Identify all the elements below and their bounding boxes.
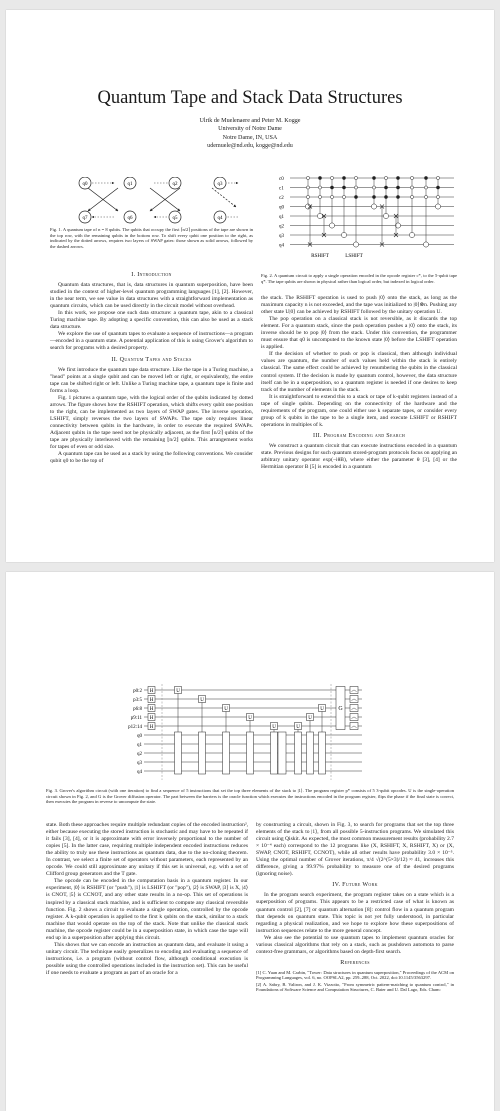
paper-page-2 xyxy=(6,572,494,1111)
hadamard-label: H xyxy=(149,707,154,712)
control-dot xyxy=(330,186,333,189)
control-dot xyxy=(372,176,375,179)
u-gate xyxy=(307,732,314,774)
control-dot xyxy=(410,195,413,198)
control-dot xyxy=(396,186,399,189)
control-dot xyxy=(436,176,439,179)
u-gate-label: U xyxy=(308,716,312,721)
body-paragraph: The pop operation on a classical stack is not reversible, as it discards the top element. For a quantum stack, since the push operation pushes a |0⟩ onto the stack, its inverse should be to pop |0⟩ from the stack. Under this convention, the programmer must ensure that q0 is uncomputed to the known state |0⟩ before the LSHIFT operation is applied. xyxy=(261,316,457,351)
control-dot xyxy=(384,195,387,198)
u-gate xyxy=(295,732,302,774)
wire-label: c1 xyxy=(279,186,284,192)
control-dot xyxy=(342,186,345,189)
grover-label: G xyxy=(338,706,343,712)
page2-right-column xyxy=(256,822,454,994)
wire-label: q4 xyxy=(137,770,142,775)
references-heading: References xyxy=(340,959,370,966)
figure-3-caption: Fig. 3. Grover's algorithm circuit (with one iteration) to find a sequence of 5 instructions that set the top three elements of the stack to |1⟩. The program register p* consists of 5 3-qubit opcodes. U is the single-operation circuit shown in Fig. 2, and G is the Grover diffusion operator. The part between the barriers is the oracle function which executes the instructions encoded in the program register, flips the phase if the final state is correct, then executes the program in reverse to uncompute the state. xyxy=(46,788,454,804)
author-address: Notre Dame, IN, USA xyxy=(222,134,278,141)
target-gate xyxy=(371,204,376,209)
qubit-label: q1 xyxy=(127,182,133,187)
lshift-label: LSHIFT xyxy=(345,253,363,259)
u-gate-label: U xyxy=(200,698,204,703)
hadamard-label: H xyxy=(149,725,154,730)
control-dot xyxy=(354,195,357,198)
control-dot xyxy=(436,186,439,189)
u-gate xyxy=(223,732,230,774)
wire-label: q0 xyxy=(137,734,142,739)
paper-page-1 xyxy=(6,10,494,562)
section-4-paragraph: In the program search experiment, the program register takes on a state which is a superposition of programs. This appears to be a restricted case of what is known as quantum control [2], [7] or quantum alternation [8]: control flow in a quantum program that depends on quantum state. This topic is not yet fully understood, in particular regarding a physical realization, and we hope to explore how these superpositions of instruction sequences relate to the more general concept. xyxy=(256,892,454,934)
qubit-label: q5 xyxy=(172,216,178,221)
wire-label: c2 xyxy=(279,196,284,201)
body-paragraph: The opcode can be encoded in the computation basis in a quantum register. In our experiment, |0⟩ is RSHIFT (or "push"), |1⟩ is LSHIFT (or "pop"), |2⟩ is SWAP, |3⟩ is X, |4⟩ is CNOT, |5⟩ is CCNOT, and any other state results in a no-op. This set of operations is inspired by a classical stack machine, and is sufficient to compute any classical reversible function. Fig. 2 shows a circuit to evaluate a single operation, controlled by the opcode register. A k-qubit operation is applied to the first k qubits on the stack, similar to a stack machine that would operate on the top of the stack. Note that unlike the classical stack machine, the opcode register could be in a superposition state, in which case the tape will end up in a superposition after applying this circuit. xyxy=(46,878,248,941)
target-gate xyxy=(383,213,388,218)
author-affiliation: University of Notre Dame xyxy=(218,126,282,133)
control-dot xyxy=(354,186,357,189)
body-paragraph: It is straightforward to extend this to a stack or tape of k-qubit registers instead of a tape of single qubits. Depending on the connectivity of the hardware and the requirements of the program, one could either use k separate tapes, or consider every group of k qubits in the tape to be a single item, and execute LSHIFT or RSHIFT operations in multiples of k. xyxy=(261,393,457,428)
wire-label: q1 xyxy=(137,743,142,748)
hadamard-label: H xyxy=(149,698,154,703)
control-dot xyxy=(424,186,427,189)
control-dot xyxy=(384,176,387,179)
u-gate xyxy=(175,732,182,774)
target-gate xyxy=(329,223,334,228)
qubit-label: q2 xyxy=(172,182,178,187)
qubit-label: q4 xyxy=(217,216,223,221)
page2-left-column xyxy=(46,822,248,977)
control-dot xyxy=(306,186,309,189)
control-dot xyxy=(306,176,309,179)
section-4-paragraph: We also see the potential to use quantum tapes to implement quantum oracles for various classical algorithms that rely on a stack, such as pushdown automota to parse context-free grammars, or algorithms based on depth-first search. xyxy=(256,934,454,955)
control-dot xyxy=(372,195,375,198)
author-names: Ulrik de Muelenaere and Peter M. Kogge xyxy=(199,118,301,124)
u-gate xyxy=(247,732,254,774)
wire-label: p6:8 xyxy=(133,707,142,712)
target-gate xyxy=(409,232,414,237)
control-dot xyxy=(424,176,427,179)
section-2-paragraph: Fig. 1 pictures a quantum tape, with the logical order of the qubits indicated by dotted arrows. The figure shows how the RSHIFT operation, which shifts every qubit one position to the right, can be implemented as two layers of SWAP gates. The inverse operation, LSHIFT, simply reverses the two layers of SWAPs. The tape only requires linear connectivity between qubits in the hardware, in order to execute the required SWAPs. Adjacent qubits in the tape need not be physically adjacent, as the first ⌈n/2⌉ qubits of the tape are physically interleaved with the remaining ⌊n/2⌋ qubits. This arrangement works for tapes of even or odd size. xyxy=(50,394,254,451)
oracle-phase-box xyxy=(278,732,286,774)
wire-label: p9:11 xyxy=(130,716,142,721)
wire-label: q2 xyxy=(279,224,284,230)
control-dot xyxy=(396,195,399,198)
wire-label: p3:5 xyxy=(133,698,142,703)
control-dot xyxy=(306,195,309,198)
u-gate xyxy=(271,732,278,774)
target-gate xyxy=(423,242,428,247)
control-dot xyxy=(372,186,375,189)
control-dot xyxy=(410,186,413,189)
u-gate-label: U xyxy=(224,707,228,712)
wire-label: q0 xyxy=(279,205,284,211)
rshift-label: RSHIFT xyxy=(311,253,329,259)
control-dot xyxy=(318,195,321,198)
control-dot xyxy=(330,176,333,179)
wire-label: q3 xyxy=(279,234,284,239)
wire-label: p12:14 xyxy=(128,725,142,730)
body-paragraph: the stack. The RSHIFT operation is used to push |0⟩ onto the stack, as long as the maximum capacity n is not exceeded, and the tape was initialized to |0⟩⊗n. Pushing any other state U|0⟩ can be achieved by RSHIFT followed by the unitary operation U. xyxy=(261,295,457,316)
u-gate-label: U xyxy=(320,707,324,712)
qubit-label: q6 xyxy=(127,216,133,221)
hadamard-label: H xyxy=(149,716,154,721)
target-gate xyxy=(353,242,358,247)
paper-title: Quantum Tape and Stack Data Structures xyxy=(97,88,403,108)
control-dot xyxy=(330,195,333,198)
figure-2-caption: Fig. 2. A quantum circuit to apply a single operation encoded in the opcode register c*, to the 5-qubit tape q*. The tape qubits are shown in physical rather than logical order, but indexed in logical order. xyxy=(261,273,457,284)
body-paragraph: state. Both these approaches require multiple redundant copies of the encoded instruction², either because executing the stored instruction is stochastic and may have to be repeated if it fails [3], [4], or it is approximate with error inversely proportional to the number of copies [5]. In the latter case, requiring multiple independent encoded instructions reduces the ability to truly use these instructions as quantum data, due to the no-cloning theorem. In contrast, we select a finite set of operators without parameters, each represented by an opcode. We could still approximate any unitary if this set is universal, e.g. with a set of Clifford group generators and the T gate. xyxy=(46,822,248,878)
u-gate xyxy=(319,732,326,774)
control-dot xyxy=(384,186,387,189)
wire-label: q2 xyxy=(137,752,142,757)
u-gate-label: U xyxy=(248,716,252,721)
control-dot xyxy=(318,186,321,189)
section-4-heading: IV. Future Work xyxy=(332,882,378,889)
figure-1-tape-diagram xyxy=(66,177,256,225)
figure-2-circuit xyxy=(278,170,458,270)
section-2-paragraph: We first introduce the quantum tape data structure. Like the tape in a Turing machine, a "head" points at a single qubit and can be moved left or right, or equivalently, the entire tape can be shifted right or left. Unlike a Turing machine tape, a quantum tape is finite and forms a loop. xyxy=(50,366,253,394)
figure-1-caption: Fig. 1. A quantum tape of n = 8 qubits. The qubits that occupy the first ⌈n/2⌉ positions of the tape are shown in the top row, with the remaining qubits in the bottom row. To shift every qubit one position to the right, as indicated by the dotted arrows, requires two layers of SWAP gates: those shown as solid arrows, followed by the dashed arrows. xyxy=(50,227,253,249)
wire-label: c0 xyxy=(279,177,284,182)
reference-item: [1] C. Yuan and M. Carbin, "Tower: Data structures in quantum superposition," Proceedings of the ACM on Programming Languages, vol. 6, no. OOPSLA2, pp. 259–288, Oct. 2022, doi:10.1145/3563297. xyxy=(256,969,454,981)
qubit-label: q3 xyxy=(217,182,223,187)
u-gate xyxy=(199,732,206,774)
page1-right-column xyxy=(261,295,457,471)
reference-item: [2] A. Sabry, B. Valiron, and J. K. Vizzotto, "From symmetric pattern-matching to quantum control," in Foundations of Software Science and Computation Structures, C. Baier and U. Dal Lago, Eds. Cham: xyxy=(256,981,454,993)
body-paragraph: This shows that we can encode an instruction as quantum data, and evaluate it using a unitary circuit. The technique easily generalizes to encoding and evaluating a sequence of instructions, i.e. a program (without control flow, although conditional execution is possible using the controlled operations included in the instruction set). This can be useful if one needs to evaluate a program as part of an oracle for a xyxy=(46,941,248,976)
wire-label: q3 xyxy=(137,761,142,766)
control-dot xyxy=(424,195,427,198)
author-block xyxy=(6,117,494,151)
target-gate xyxy=(341,232,346,237)
u-gate-label: U xyxy=(272,725,276,730)
target-gate xyxy=(435,204,440,209)
u-gate-label: U xyxy=(296,725,300,730)
section-3-paragraph: We construct a quantum circuit that can execute instructions encoded in a quantum state. Previous designs for such quantum stored-program protocols focus on applying an arbitrary unitary operator exp(−iθB), where either the parameter θ [3], [4] or the Hermitian operator B [5] is encoded in a quantum xyxy=(261,442,457,471)
wire-label: q4 xyxy=(279,243,284,249)
wire-label: p0:2 xyxy=(133,689,142,694)
author-emails: udemuele@nd.edu, kogge@nd.edu xyxy=(207,143,293,150)
control-dot xyxy=(396,176,399,179)
section-1-heading: I. Introduction xyxy=(131,272,172,278)
u-gate-label: U xyxy=(176,689,180,694)
section-1-paragraph: Quantum data structures, that is, data structures in quantum superposition, have been studied in the context of higher-level quantum programming languages [1], [2]. However, in the near term, we see value in data structures with a straightforward implementation as quantum circuits, which can be used directly in the circuit model without overhead. xyxy=(50,282,253,310)
qubit-label: q7 xyxy=(82,216,88,221)
wire-label: q1 xyxy=(279,215,284,220)
hadamard-label: H xyxy=(149,689,154,694)
reference-list xyxy=(256,970,454,993)
section-2-paragraph: A quantum tape can be used as a stack by using the following conventions. We consider qubit q0 to be the top of xyxy=(50,451,253,465)
page1-left-column xyxy=(50,268,253,465)
section-1-paragraph: We explore the use of quantum tapes to evaluate a sequence of instructions—a program—encoded in a quantum state. A potential application of this is using Grover's algorithm to search for programs with a desired property. xyxy=(50,331,253,352)
control-dot xyxy=(318,176,321,179)
control-dot xyxy=(354,176,357,179)
control-dot xyxy=(436,195,439,198)
section-3-heading: III. Program Encoding and Search xyxy=(312,432,406,439)
control-dot xyxy=(342,176,345,179)
body-paragraph: If the decision of whether to push or pop is classical, then although individual values are quantum, the number of such values held within the stack is entirely classical. The same effect could be achieved by renumbering the qubits in the classical control system. If the decision is made by quantum control, however, the data structure itself can be in a superposition, so a quantum register is needed if one desires to keep track of the number of elements in the stack. xyxy=(261,351,457,393)
figure-3-grover-circuit xyxy=(118,684,366,780)
body-paragraph: by constructing a circuit, shown in Fig. 3, to search for programs that set the top three elements of the stack to |1⟩, from all possible 5-instruction programs. We simulated this circuit using Qiskit. As expected, the most common measurement results (probability 2.7 × 10⁻⁴ each) correspond to the 12 programs like (X, RSHIFT, X, RSHIFT, X) or (X, SWAP, CNOT, RSHIFT, CCNOT), while all other results have probability 3.0 × 10⁻⁵. Using the optimal number of Grover iterations, π/4 √(2^(5×3)/12) ≈ 41, increases this difference, giving a 99.97% probability to measure one of the desired programs (ignoring noise). xyxy=(256,822,454,878)
section-1-paragraph: In this work, we propose one such data structure: a quantum tape, akin to a classical Turing machine tape. By adopting a specific convention, this can also be used as a stack data structure. xyxy=(50,310,253,331)
section-2-heading: II. Quantum Tapes and Stacks xyxy=(111,356,192,363)
control-dot xyxy=(410,176,413,179)
qubit-label: q0 xyxy=(82,182,88,187)
control-dot xyxy=(342,195,345,198)
